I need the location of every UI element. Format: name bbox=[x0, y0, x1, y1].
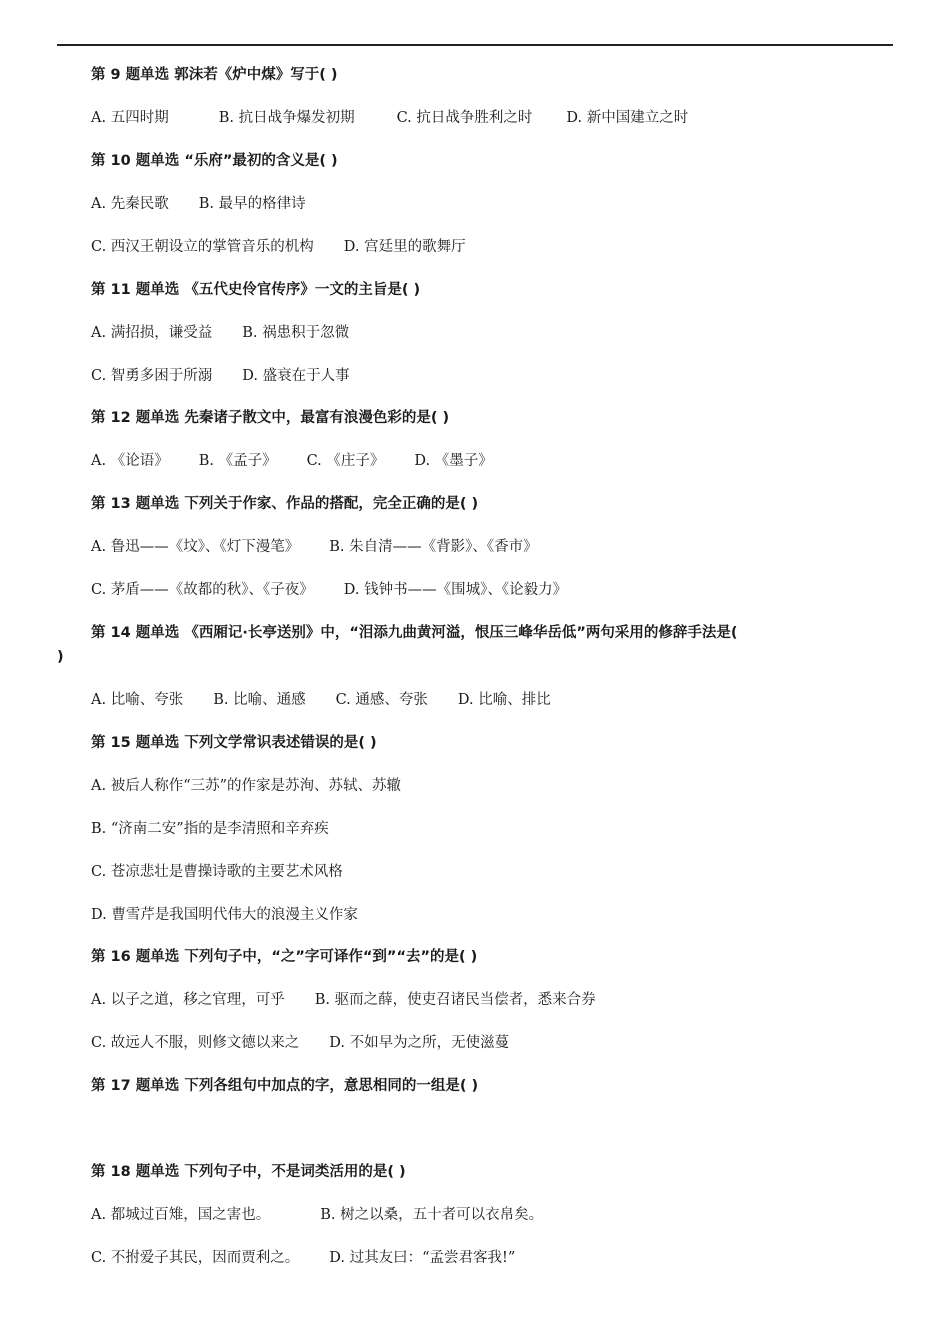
question-17-stem: 第 17 题单选 下列各组句中加点的字，意思相同的一组是( ) bbox=[91, 1078, 479, 1094]
option-b[interactable]: B. 树之以桑，五十者可以衣帛矣。 bbox=[320, 1207, 544, 1223]
option-b[interactable]: B. 抗日战争爆发初期 bbox=[218, 110, 355, 126]
question-16-stem: 第 16 题单选 下列句子中，“之”字可译作“到”“去”的是( ) bbox=[91, 949, 478, 965]
question-16-options-row1 bbox=[91, 989, 596, 1011]
option-a[interactable]: A. 满招损，谦受益 bbox=[91, 325, 213, 341]
option-b[interactable]: B. 比喻、通感 bbox=[213, 692, 306, 708]
option-d[interactable]: D. 钱钟书——《围城》、《论毅力》 bbox=[343, 582, 568, 598]
option-d[interactable]: D. 不如早为之所，无使滋蔓 bbox=[329, 1035, 510, 1051]
option-b[interactable]: B. 祸患积于忽微 bbox=[242, 325, 350, 341]
option-a[interactable]: A. 鲁迅——《坟》、《灯下漫笔》 bbox=[91, 539, 300, 555]
question-9-options bbox=[91, 107, 688, 129]
question-12-options bbox=[91, 450, 493, 472]
option-d[interactable]: D. 过其友曰：“孟尝君客我!” bbox=[329, 1250, 516, 1266]
question-18-options-row2 bbox=[91, 1247, 515, 1269]
question-18-stem: 第 18 题单选 下列句子中，不是词类活用的是( ) bbox=[91, 1164, 406, 1180]
option-d[interactable]: D. 新中国建立之时 bbox=[566, 110, 689, 126]
question-10-stem: 第 10 题单选 “乐府”最初的含义是( ) bbox=[91, 153, 338, 169]
option-d[interactable]: D. 宫廷里的歌舞厅 bbox=[343, 239, 466, 255]
option-a[interactable]: A. 先秦民歌 bbox=[91, 196, 169, 212]
option-c[interactable]: C. 《庄子》 bbox=[306, 453, 385, 469]
question-12-stem: 第 12 题单选 先秦诸子散文中，最富有浪漫色彩的是( ) bbox=[91, 410, 450, 426]
question-14-stem: 第 14 题单选 《西厢记·长亭送别》中，“泪添九曲黄河溢，恨压三峰华岳低”两句采用的修辞手法是( bbox=[91, 625, 738, 641]
option-c[interactable]: C. 智勇多困于所溺 bbox=[91, 368, 213, 384]
question-15-stem: 第 15 题单选 下列文学常识表述错误的是( ) bbox=[91, 735, 377, 751]
header-rule bbox=[57, 44, 893, 46]
question-14-options bbox=[91, 689, 551, 711]
question-15-option-a[interactable]: A. 被后人称作“三苏”的作家是苏洵、苏轼、苏辙 bbox=[91, 778, 402, 794]
question-11-options-row2 bbox=[91, 365, 350, 387]
option-c[interactable]: C. 通感、夸张 bbox=[335, 692, 428, 708]
option-c[interactable]: C. 故远人不服，则修文德以来之 bbox=[91, 1035, 300, 1051]
option-b[interactable]: B. 最早的格律诗 bbox=[198, 196, 306, 212]
question-10-options-row1 bbox=[91, 193, 306, 215]
question-14-stem-end: ) bbox=[57, 649, 64, 665]
option-a[interactable]: A. 《论语》 bbox=[91, 453, 169, 469]
question-16-options-row2 bbox=[91, 1032, 509, 1054]
question-10-options-row2 bbox=[91, 236, 466, 258]
question-13-options-row2 bbox=[91, 579, 567, 601]
option-b[interactable]: B. 朱自清——《背影》、《香市》 bbox=[329, 539, 538, 555]
question-15-option-c[interactable]: C. 苍凉悲壮是曹操诗歌的主要艺术风格 bbox=[91, 864, 343, 880]
option-c[interactable]: C. 抗日战争胜利之时 bbox=[396, 110, 533, 126]
option-a[interactable]: A. 比喻、夸张 bbox=[91, 692, 184, 708]
option-c[interactable]: C. 不拊爱子其民，因而贾利之。 bbox=[91, 1250, 300, 1266]
option-c[interactable]: C. 茅盾——《故都的秋》、《子夜》 bbox=[91, 582, 314, 598]
question-15-option-b[interactable]: B. “济南二安”指的是李清照和辛弃疾 bbox=[91, 821, 329, 837]
option-c[interactable]: C. 西汉王朝设立的掌管音乐的机构 bbox=[91, 239, 314, 255]
option-d[interactable]: D. 比喻、排比 bbox=[457, 692, 551, 708]
question-11-options-row1 bbox=[91, 322, 349, 344]
question-9-stem: 第 9 题单选 郭沫若《炉中煤》写于( ) bbox=[91, 67, 338, 83]
option-a[interactable]: A. 以子之道，移之官理，可乎 bbox=[91, 992, 285, 1008]
question-13-stem: 第 13 题单选 下列关于作家、作品的搭配，完全正确的是( ) bbox=[91, 496, 479, 512]
question-18-options-row1 bbox=[91, 1204, 543, 1226]
question-15-option-d[interactable]: D. 曹雪芹是我国明代伟大的浪漫主义作家 bbox=[91, 907, 358, 923]
question-13-options-row1 bbox=[91, 536, 538, 558]
option-b[interactable]: B. 驱而之薛，使吏召诸民当偿者，悉来合券 bbox=[314, 992, 596, 1008]
question-11-stem: 第 11 题单选 《五代史伶官传序》一文的主旨是( ) bbox=[91, 282, 421, 298]
option-a[interactable]: A. 五四时期 bbox=[91, 110, 169, 126]
option-b[interactable]: B. 《孟子》 bbox=[198, 453, 277, 469]
option-a[interactable]: A. 都城过百雉，国之害也。 bbox=[91, 1207, 271, 1223]
option-d[interactable]: D. 盛衰在于人事 bbox=[242, 368, 350, 384]
option-d[interactable]: D. 《墨子》 bbox=[414, 453, 493, 469]
